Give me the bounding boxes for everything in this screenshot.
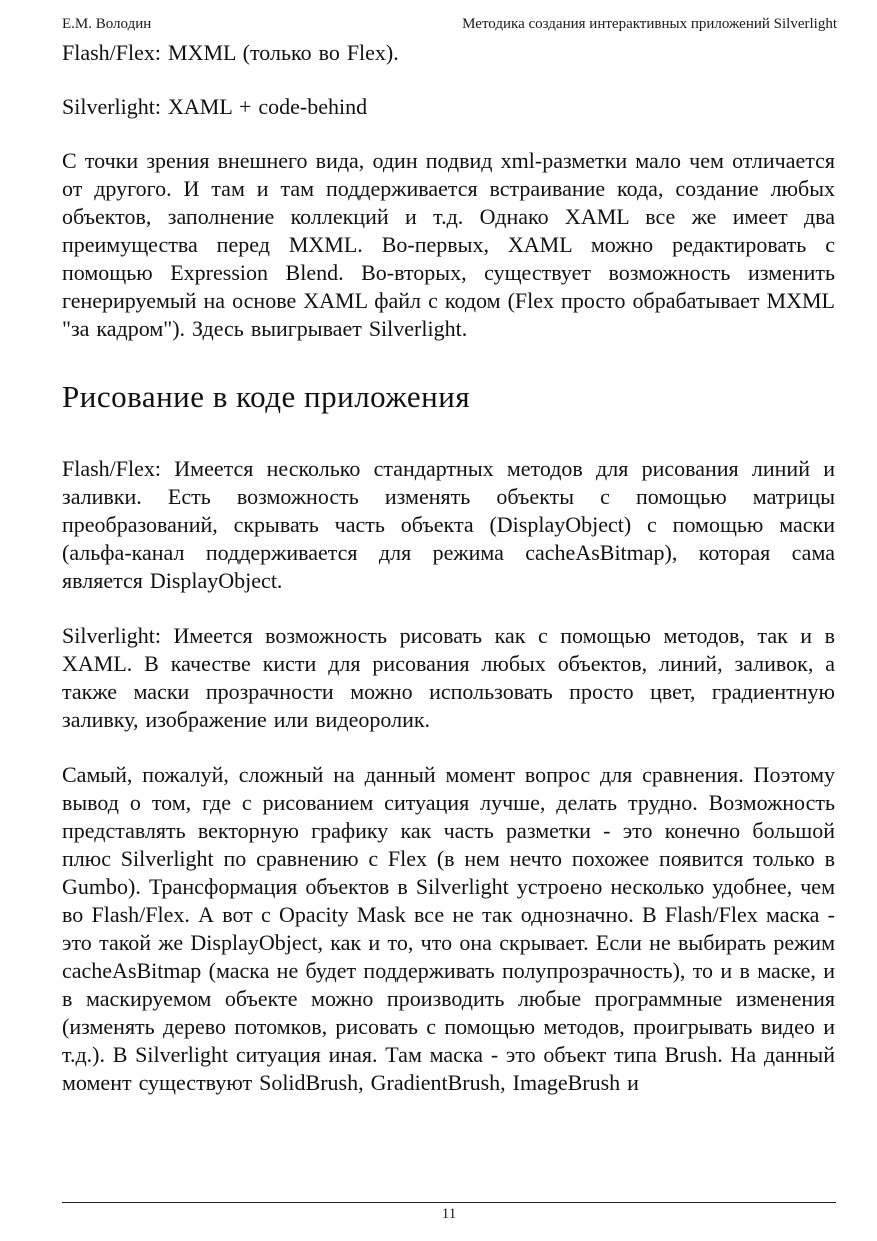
paragraph-flashflex-drawing: Flash/Flex: Имеется несколько стандартных методов для рисования линий и заливки. Есть возможность изменять объекты с помощью матрицы преобразований, скрывать часть объекта (DisplayObject) с помощью маски (альфа-канал поддерживается для режима cacheAsBitmap), которая сама является DisplayObject.	[62, 456, 835, 593]
paragraph-silverlight-drawing: Silverlight: Имеется возможность рисовать как с помощью методов, так и в XAML. В качестве кисти для рисования любых объектов, линий, заливок, а также маски прозрачности можно использовать просто цвет, градиентную заливку, изображение или видеоролик.	[62, 623, 835, 732]
header-doc-title: Методика создания интерактивных приложений Silverlight	[462, 16, 837, 32]
paragraph-silverlight-xaml: Silverlight: XAML + code-behind	[62, 94, 368, 119]
paragraph-drawing-comparison: Самый, пожалуй, сложный на данный момент вопрос для сравнения. Поэтому вывод о том, где с рисованием ситуация лучше, делать трудно. Возможность представлять векторную графику как часть разметки - это конечно большой плюс Silverlight по сравнению с Flex (в нем нечто похожее появится только в Gumbo). Трансформация объектов в Silverlight устроено несколько удобнее, чем во Flash/Flex. А вот с Opacity Mask все не так однозначно. В Flash/Flex маска - это такой же DisplayObject, как и то, что она скрывает. Если не выбирать режим cacheAsBitmap (маска не будет поддерживать полупрозрачность), то и в маске, и в маскируемом объекте можно производить любые программные изменения (изменять дерево потомков, рисовать с помощью методов, проигрывать видео и т.д.). В Silverlight ситуация иная. Там маска - это объект типа Brush. На данный момент существуют SolidBrush, GradientBrush, ImageBrush и	[62, 762, 835, 1095]
page-footer	[62, 1202, 836, 1223]
page-body	[62, 39, 835, 1097]
paragraph-xml-comparison: С точки зрения внешнего вида, один подвид xml-разметки мало чем отличается от другого. И там и там поддерживается встраивание кода, создание любых объектов, заполнение коллекций и т.д. Однако XAML все же имеет два преимущества перед MXML. Во-первых, XAML можно редактировать с помощью Expression Blend. Во-вторых, существует возможность изменить генерируемый на основе XAML файл с кодом (Flex просто обрабатывает MXML "за кадром"). Здесь выигрывает Silverlight.	[62, 148, 835, 341]
header-author: Е.М. Володин	[62, 16, 152, 32]
paragraph-flashflex-mxml: Flash/Flex: MXML (только во Flex).	[62, 40, 399, 65]
page-number: 11	[441, 1206, 457, 1222]
section-heading-drawing-in-code: Рисование в коде приложения	[62, 379, 471, 414]
page-header	[0, 0, 877, 33]
